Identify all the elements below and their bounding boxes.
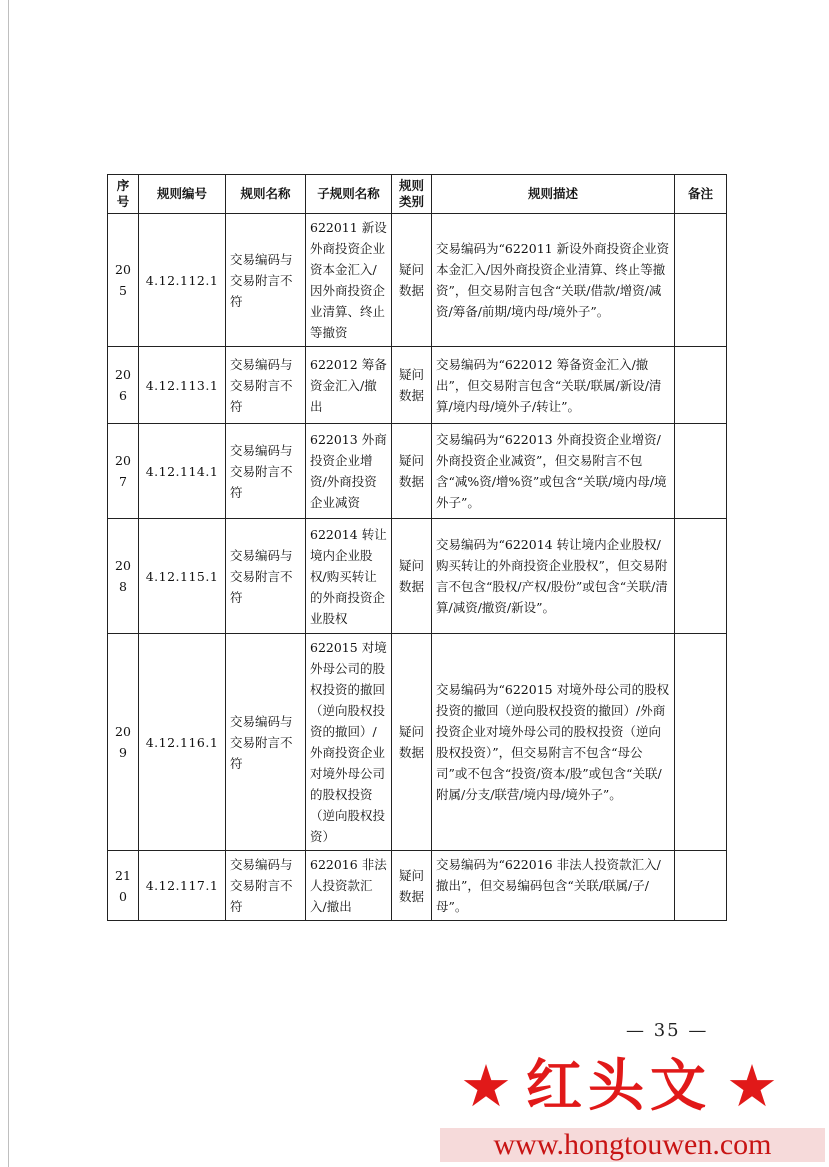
cell-no: 209 — [108, 634, 139, 851]
cell-subrule: 622013 外商投资企业增资/外商投资企业减资 — [306, 424, 392, 519]
cell-subrule: 622015 对境外母公司的股权投资的撤回（逆向股权投资的撤回）/外商投资企业对境外母公司的股权投资（逆向股权投资） — [306, 634, 392, 851]
header-description: 规则描述 — [432, 175, 675, 214]
cell-name: 交易编码与交易附言不符 — [226, 634, 306, 851]
cell-note — [675, 634, 727, 851]
cell-note — [675, 519, 727, 634]
cell-code: 4.12.117.1 — [139, 851, 226, 921]
table-row — [108, 347, 727, 424]
cell-description: 交易编码为“622014 转让境内企业股权/购买转让的外商投资企业股权”，但交易附言不包含“股权/产权/股份”或包含“关联/清算/减资/撤资/新设”。 — [432, 519, 675, 634]
cell-code: 4.12.112.1 — [139, 214, 226, 347]
table-row — [108, 424, 727, 519]
watermark-url: www.hongtouwen.com — [440, 1128, 825, 1162]
cell-type: 疑问数据 — [392, 347, 432, 424]
cell-type: 疑问数据 — [392, 424, 432, 519]
header-subrule: 子规则名称 — [306, 175, 392, 214]
cell-name: 交易编码与交易附言不符 — [226, 214, 306, 347]
cell-note — [675, 424, 727, 519]
cell-note — [675, 347, 727, 424]
cell-note — [675, 851, 727, 921]
watermark-title: 红头文 — [526, 1053, 712, 1119]
watermark — [430, 1046, 829, 1167]
table-header-row — [108, 175, 727, 214]
page-number: — 35 — — [626, 1020, 709, 1041]
header-name: 规则名称 — [226, 175, 306, 214]
cell-name: 交易编码与交易附言不符 — [226, 851, 306, 921]
star-icon: ★ — [726, 1052, 778, 1120]
cell-subrule: 622016 非法人投资款汇入/撤出 — [306, 851, 392, 921]
cell-description: 交易编码为“622016 非法人投资款汇入/撤出”，但交易编码包含“关联/联属/子/母”。 — [432, 851, 675, 921]
cell-description: 交易编码为“622013 外商投资企业增资/外商投资企业减资”，但交易附言不包含“减%资/增%资”或包含“关联/境内母/境外子”。 — [432, 424, 675, 519]
cell-type: 疑问数据 — [392, 634, 432, 851]
cell-note — [675, 214, 727, 347]
table-row — [108, 851, 727, 921]
cell-name: 交易编码与交易附言不符 — [226, 424, 306, 519]
header-type: 规则类别 — [392, 175, 432, 214]
header-no: 序号 — [108, 175, 139, 214]
table-row — [108, 634, 727, 851]
header-note: 备注 — [675, 175, 727, 214]
cell-no: 205 — [108, 214, 139, 347]
cell-subrule: 622014 转让境内企业股权/购买转让的外商投资企业股权 — [306, 519, 392, 634]
table-row — [108, 214, 727, 347]
cell-code: 4.12.116.1 — [139, 634, 226, 851]
cell-code: 4.12.113.1 — [139, 347, 226, 424]
page-edge-line — [8, 0, 9, 1167]
watermark-banner — [460, 1046, 778, 1126]
cell-subrule: 622012 筹备资金汇入/撤出 — [306, 347, 392, 424]
cell-code: 4.12.115.1 — [139, 519, 226, 634]
cell-type: 疑问数据 — [392, 851, 432, 921]
cell-type: 疑问数据 — [392, 214, 432, 347]
cell-description: 交易编码为“622012 筹备资金汇入/撤出”，但交易附言包含“关联/联属/新设/清算/境内母/境外子/转让”。 — [432, 347, 675, 424]
table-row — [108, 519, 727, 634]
cell-name: 交易编码与交易附言不符 — [226, 347, 306, 424]
cell-type: 疑问数据 — [392, 519, 432, 634]
cell-description: 交易编码为“622015 对境外母公司的股权投资的撤回（逆向股权投资的撤回）/外商投资企业对境外母公司的股权投资（逆向股权投资）”，但交易附言不包含“母公司”或不包含“投资/资本/股”或包含“关联/附属/分支/联营/境内母/境外子”。 — [432, 634, 675, 851]
rules-table — [107, 174, 727, 921]
cell-code: 4.12.114.1 — [139, 424, 226, 519]
star-icon: ★ — [460, 1052, 512, 1120]
cell-subrule: 622011 新设外商投资企业资本金汇入/因外商投资企业清算、终止等撤资 — [306, 214, 392, 347]
cell-no: 207 — [108, 424, 139, 519]
cell-name: 交易编码与交易附言不符 — [226, 519, 306, 634]
header-code: 规则编号 — [139, 175, 226, 214]
cell-no: 206 — [108, 347, 139, 424]
cell-no: 208 — [108, 519, 139, 634]
cell-description: 交易编码为“622011 新设外商投资企业资本金汇入/因外商投资企业清算、终止等撤资”，但交易附言包含“关联/借款/增资/减资/筹备/前期/境内母/境外子”。 — [432, 214, 675, 347]
cell-no: 210 — [108, 851, 139, 921]
